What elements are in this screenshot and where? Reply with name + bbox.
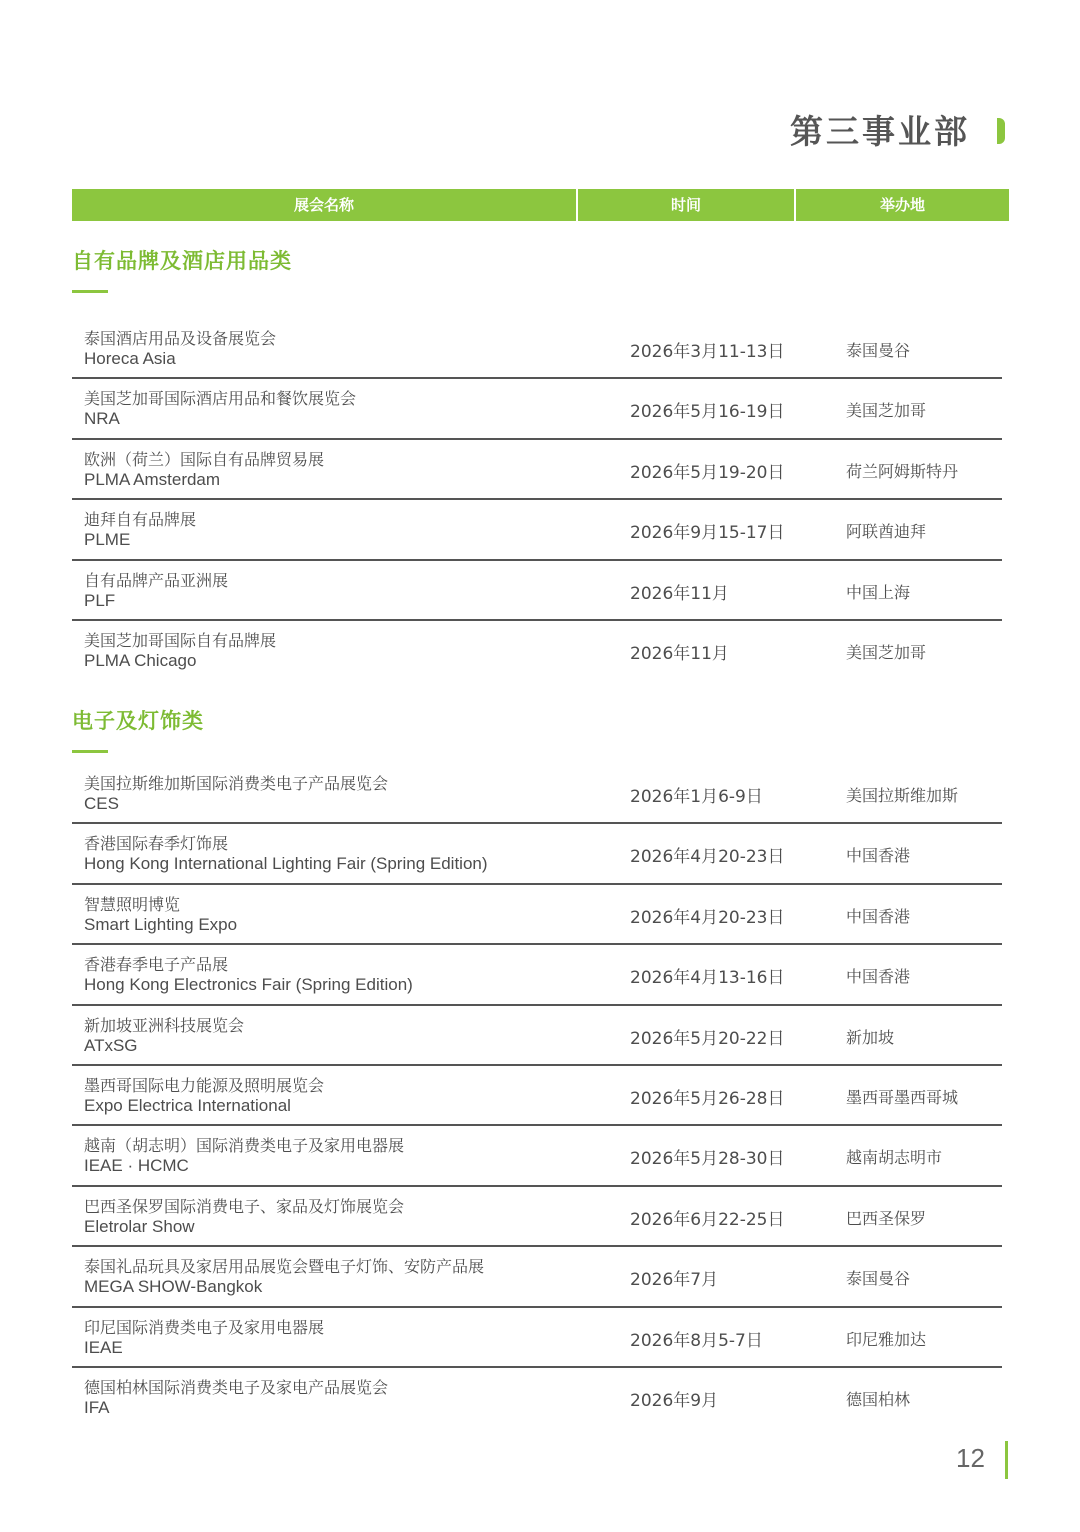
exhibition-name-cn: 新加坡亚洲科技展览会	[84, 1015, 245, 1035]
exhibition-name-en: PLME	[84, 530, 131, 550]
exhibition-venue: 越南胡志明市	[846, 1148, 943, 1168]
exhibition-name-cn: 香港国际春季灯饰展	[84, 834, 229, 854]
exhibition-name-en: Hong Kong Electronics Fair (Spring Edition)	[84, 975, 413, 995]
exhibition-name-cn: 美国拉斯维加斯国际消费类电子产品展览会	[84, 774, 389, 793]
header-name: 展会名称	[72, 189, 578, 221]
exhibition-name-en: Smart Lighting Expo	[84, 914, 238, 934]
table-row	[72, 945, 1002, 1005]
title-accent-bar	[997, 118, 1005, 144]
exhibition-date: 2026年9月15-17日	[630, 523, 785, 544]
exhibition-date: 2026年5月19-20日	[630, 462, 785, 483]
table-row	[72, 440, 1002, 500]
exhibition-name-en: Hong Kong International Lighting Fair (Spring Edition)	[84, 854, 488, 874]
exhibition-date: 2026年8月5-7日	[630, 1330, 763, 1351]
exhibition-name-en: ATxSG	[84, 1035, 138, 1055]
exhibition-name-cn: 智慧照明博览	[84, 894, 181, 914]
exhibition-venue: 墨西哥墨西哥城	[846, 1087, 959, 1107]
exhibition-date: 2026年5月20-22日	[630, 1028, 785, 1049]
exhibition-name-en: IEAE · HCMC	[84, 1156, 189, 1176]
exhibition-venue: 中国香港	[846, 906, 911, 926]
exhibition-name-cn: 自有品牌产品亚洲展	[84, 570, 229, 590]
exhibition-date: 2026年1月6-9日	[630, 787, 763, 807]
page-number: 12	[956, 1443, 985, 1473]
table-header	[72, 189, 1009, 221]
exhibition-date: 2026年4月13-16日	[630, 968, 785, 989]
exhibition-date: 2026年3月11-13日	[630, 342, 785, 362]
table-row	[72, 764, 1002, 824]
exhibition-venue: 泰国曼谷	[846, 341, 911, 360]
table-row	[72, 1066, 1002, 1126]
header-time: 时间	[578, 189, 796, 221]
exhibition-date: 2026年4月20-23日	[630, 847, 785, 868]
exhibition-venue: 中国香港	[846, 967, 911, 987]
exhibition-date: 2026年6月22-25日	[630, 1209, 785, 1230]
page-number-accent-bar	[1005, 1441, 1008, 1479]
exhibition-name-en: CES	[84, 794, 119, 813]
exhibition-date: 2026年9月	[630, 1390, 719, 1411]
exhibition-name-en: PLF	[84, 590, 116, 610]
exhibition-venue: 新加坡	[846, 1027, 895, 1047]
table-row	[72, 319, 1002, 379]
exhibition-date: 2026年7月	[630, 1270, 719, 1291]
exhibition-date: 2026年5月26-28日	[630, 1088, 785, 1109]
exhibition-name-cn: 美国芝加哥国际酒店用品和餐饮展览会	[84, 389, 357, 409]
exhibition-date: 2026年5月16-19日	[630, 402, 785, 423]
table-row	[72, 500, 1002, 560]
exhibition-name-cn: 越南（胡志明）国际消费类电子及家用电器展	[84, 1136, 405, 1156]
exhibition-name-cn: 香港春季电子产品展	[84, 955, 229, 975]
exhibition-name-en: PLMA Amsterdam	[84, 469, 221, 489]
exhibition-name-cn: 欧洲（荷兰）国际自有品牌贸易展	[84, 449, 325, 469]
exhibition-venue: 中国上海	[846, 582, 911, 602]
section-electronics-lighting	[72, 706, 1002, 1417]
exhibition-venue: 巴西圣保罗	[846, 1208, 927, 1228]
section-private-label	[72, 246, 1002, 670]
exhibition-name-cn: 巴西圣保罗国际消费电子、家品及灯饰展览会	[84, 1196, 405, 1216]
page-title: 第三事业部	[790, 112, 970, 151]
exhibition-venue: 美国芝加哥	[846, 642, 927, 662]
exhibition-name-en: Expo Electrica International	[84, 1095, 291, 1115]
table-row	[72, 1187, 1002, 1247]
section-rows	[72, 764, 1002, 1428]
exhibition-name-en: IFA	[84, 1397, 110, 1417]
exhibition-name-cn: 美国芝加哥国际自有品牌展	[84, 630, 277, 650]
exhibition-name-en: NRA	[84, 409, 120, 429]
table-row	[72, 561, 1002, 621]
table-row	[72, 621, 1002, 681]
exhibition-name-cn: 德国柏林国际消费类电子及家电产品展览会	[84, 1377, 389, 1397]
exhibition-name-en: Horeca Asia	[84, 349, 176, 368]
exhibition-date: 2026年5月28-30日	[630, 1149, 785, 1170]
exhibition-date: 2026年11月	[630, 583, 729, 604]
exhibition-venue: 荷兰阿姆斯特丹	[846, 461, 959, 481]
exhibition-venue: 美国芝加哥	[846, 401, 927, 421]
table-row	[72, 1247, 1002, 1307]
exhibition-venue: 印尼雅加达	[846, 1329, 927, 1349]
exhibition-name-en: Eletrolar Show	[84, 1216, 195, 1236]
table-row	[72, 1368, 1002, 1428]
exhibition-venue: 中国香港	[846, 846, 911, 866]
exhibition-venue: 泰国曼谷	[846, 1269, 911, 1289]
exhibition-name-cn: 印尼国际消费类电子及家用电器展	[84, 1317, 325, 1337]
exhibition-venue: 美国拉斯维加斯	[846, 786, 959, 805]
exhibition-venue: 阿联酋迪拜	[846, 522, 927, 542]
table-row	[72, 1006, 1002, 1066]
table-row	[72, 379, 1002, 439]
exhibition-name-cn: 墨西哥国际电力能源及照明展览会	[84, 1075, 325, 1095]
section-title: 电子及灯饰类	[72, 709, 204, 733]
table-row	[72, 1308, 1002, 1368]
exhibition-date: 2026年11月	[630, 643, 729, 664]
section-rows	[72, 319, 1002, 681]
exhibition-venue: 德国柏林	[846, 1389, 911, 1409]
exhibition-date: 2026年4月20-23日	[630, 907, 785, 928]
table-row	[72, 885, 1002, 945]
header-venue: 举办地	[879, 196, 925, 214]
exhibition-name-cn: 泰国礼品玩具及家居用品展览会暨电子灯饰、安防产品展	[84, 1257, 485, 1277]
exhibition-name-en: MEGA SHOW-Bangkok	[84, 1277, 263, 1297]
exhibition-name-cn: 迪拜自有品牌展	[84, 510, 197, 530]
section-underline	[72, 290, 108, 293]
table-row	[72, 1126, 1002, 1186]
section-underline	[72, 750, 108, 753]
section-title: 自有品牌及酒店用品类	[72, 249, 292, 273]
exhibition-name-en: IEAE	[84, 1337, 123, 1357]
exhibition-name-cn: 泰国酒店用品及设备展览会	[84, 329, 277, 348]
exhibition-name-en: PLMA Chicago	[84, 650, 197, 670]
table-row	[72, 824, 1002, 884]
